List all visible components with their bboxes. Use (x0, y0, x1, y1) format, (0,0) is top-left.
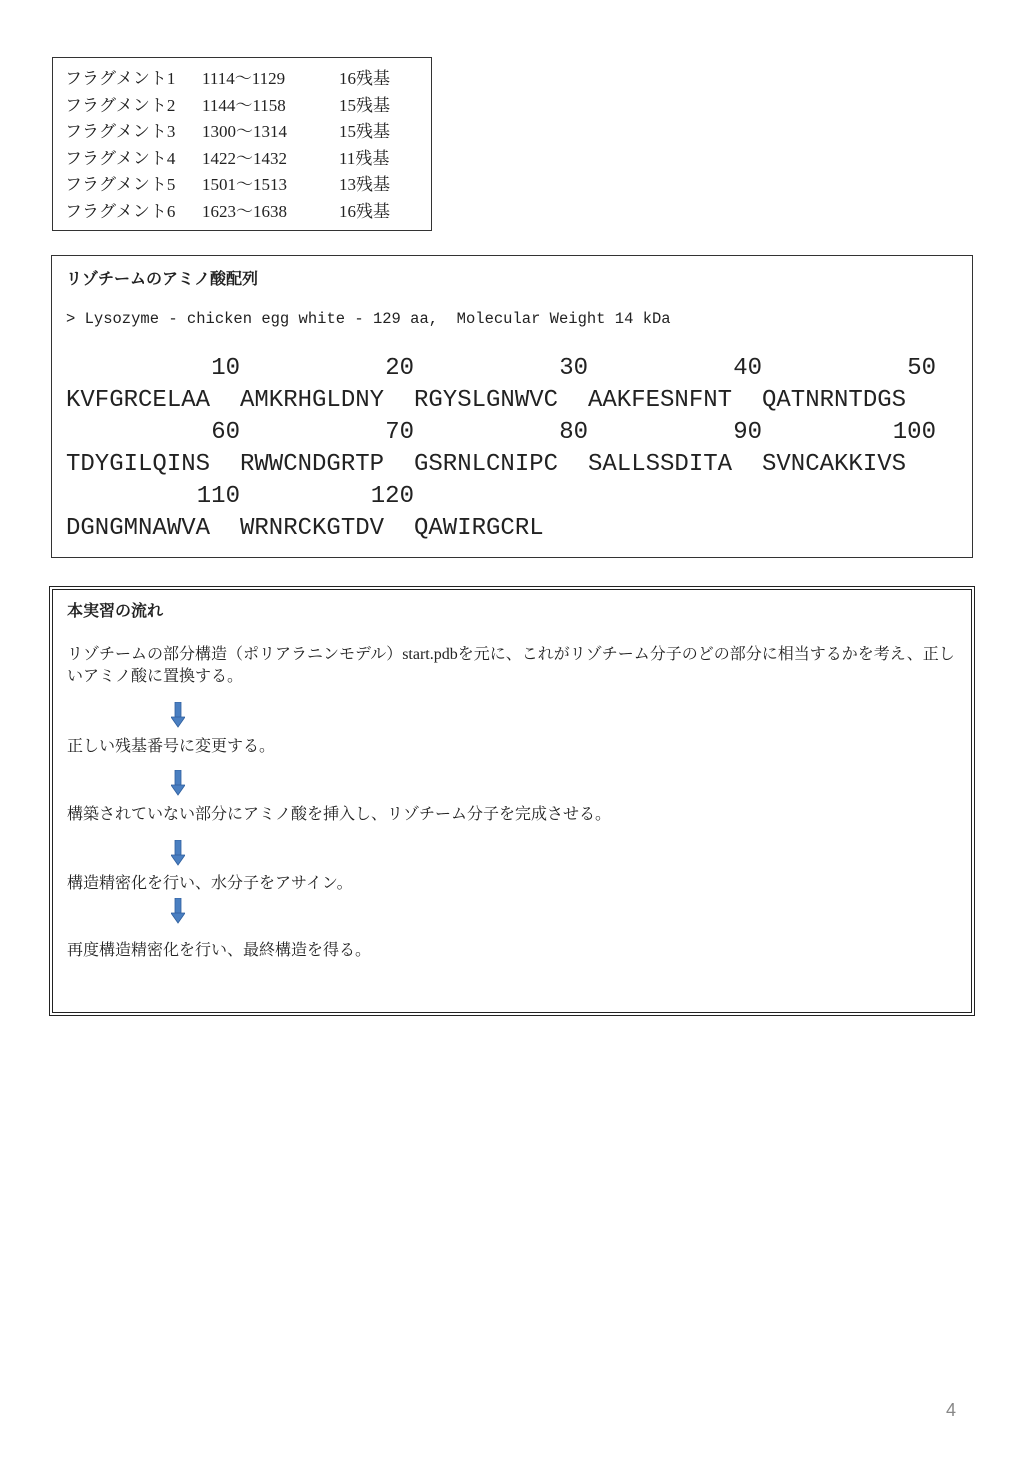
residue-block: RGYSLGNWVC (414, 387, 559, 414)
residue-block: WRNRCKGTDV (240, 515, 385, 542)
sequence-residue-row (66, 385, 936, 417)
workflow-step-5: 再度構造精密化を行い、最終構造を得る。 (67, 942, 372, 959)
fragment-name: フラグメント2 (65, 95, 176, 115)
down-arrow-icon (171, 702, 185, 728)
residue-position-label: 50 (907, 355, 936, 382)
residue-block: RWWCNDGRTP (240, 451, 385, 478)
residue-block: AAKFESNFNT (588, 387, 733, 414)
fragment-name: フラグメント3 (65, 122, 176, 142)
sequence-residue-row (66, 449, 936, 481)
fragment-residue-count: 15残基 (339, 95, 390, 115)
workflow-step-1: リゾチームの部分構造（ポリアラニンモデル）start.pdbを元に、これがリゾチーム分子のどの部分に相当するかを考え、正しいアミノ酸に置換する。 (67, 646, 955, 685)
residue-position-label: 70 (385, 419, 414, 446)
sequence-number-row (66, 353, 936, 385)
residue-block: AMKRHGLDNY (240, 387, 385, 414)
fragment-range: 1114〜1129 (202, 69, 286, 88)
sequence-box (51, 255, 973, 558)
workflow-step-4: 構造精密化を行い、水分子をアサイン。 (67, 875, 353, 892)
fragment-name: フラグメント1 (65, 69, 176, 88)
fragment-residue-count: 13残基 (339, 175, 390, 195)
fragment-residue-count: 15残基 (339, 122, 390, 142)
residue-position-label: 80 (559, 419, 588, 446)
workflow-step-2: 正しい残基番号に変更する。 (67, 738, 276, 755)
residue-block: QAWIRGCRL (414, 515, 544, 542)
fragment-name: フラグメント6 (65, 201, 176, 221)
residue-position-label: 40 (733, 355, 762, 382)
fragment-table (52, 57, 432, 231)
residue-block: SALLSSDITA (588, 451, 733, 478)
residue-block: DGNGMNAWVA (66, 515, 211, 542)
down-arrow-icon (171, 770, 185, 796)
fragment-name: フラグメント5 (65, 175, 176, 195)
sequence-number-row (66, 417, 936, 449)
down-arrow-icon (171, 840, 185, 866)
residue-block: SVNCAKKIVS (762, 451, 907, 478)
sequence-lines (66, 353, 936, 545)
fragment-range: 1144〜1158 (202, 95, 286, 115)
sequence-header: > Lysozyme - chicken egg white - 129 aa, Molecular Weight 14 kDa (66, 310, 671, 328)
residue-block: QATNRNTDGS (762, 387, 907, 414)
workflow-title: 本実習の流れ (67, 603, 164, 620)
fragment-residue-count: 16残基 (339, 201, 390, 221)
fragment-range: 1623〜1638 (202, 201, 287, 221)
sequence-title: リゾチームのアミノ酸配列 (66, 271, 259, 288)
fragment-row (65, 93, 431, 120)
residue-position-label: 120 (370, 483, 414, 510)
fragment-row (65, 119, 431, 146)
fragment-range: 1501〜1513 (202, 175, 287, 195)
fragment-name: フラグメント4 (65, 148, 176, 168)
residue-position-label: 60 (211, 419, 240, 446)
fragment-row (65, 199, 431, 226)
residue-block: TDYGILQINS (66, 451, 211, 478)
residue-position-label: 10 (211, 355, 240, 382)
fragment-residue-count: 11残基 (339, 148, 390, 168)
residue-position-label: 20 (385, 355, 414, 382)
sequence-number-row (66, 481, 936, 513)
fragment-row (65, 172, 431, 199)
fragment-residue-count: 16残基 (339, 69, 390, 88)
workflow-box (49, 586, 975, 1016)
down-arrow-icon (171, 898, 185, 924)
residue-position-label: 100 (892, 419, 936, 446)
workflow-step-3: 構築されていない部分にアミノ酸を挿入し、リゾチーム分子を完成させる。 (67, 806, 612, 823)
residue-position-label: 110 (196, 483, 240, 510)
residue-block: KVFGRCELAA (66, 387, 211, 414)
sequence-residue-row (66, 513, 936, 545)
residue-block: GSRNLCNIPC (414, 451, 559, 478)
residue-position-label: 30 (559, 355, 588, 382)
fragment-range: 1422〜1432 (202, 148, 287, 168)
fragment-row (65, 66, 431, 93)
residue-position-label: 90 (733, 419, 762, 446)
fragment-row (65, 146, 431, 173)
page-number: 4 (946, 1400, 957, 1420)
fragment-range: 1300〜1314 (202, 122, 287, 142)
